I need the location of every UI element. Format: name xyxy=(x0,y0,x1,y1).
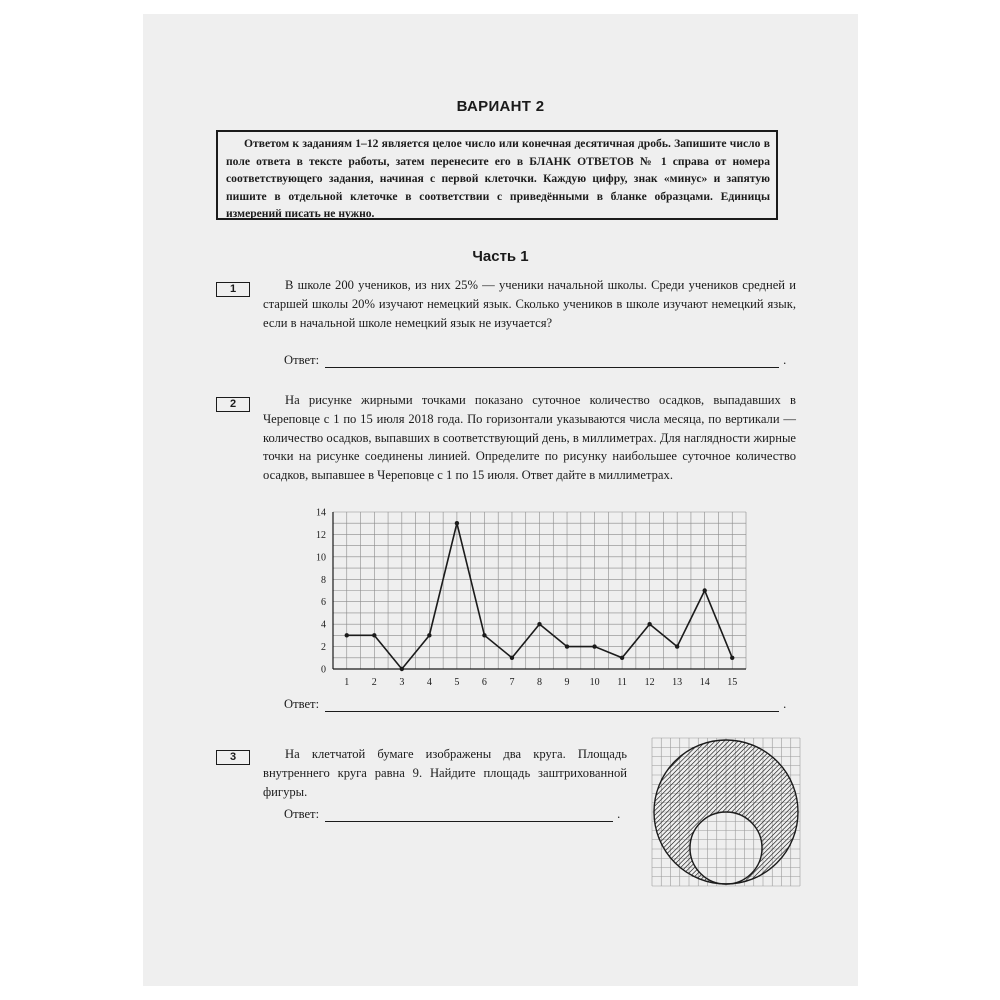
question-number-1: 1 xyxy=(216,282,250,297)
answer-field-2[interactable] xyxy=(284,696,786,712)
x-tick-label: 7 xyxy=(509,677,515,688)
x-tick-label: 3 xyxy=(399,677,405,688)
x-tick-label: 10 xyxy=(589,677,600,688)
answer-period: . xyxy=(783,353,787,367)
answer-label: Ответ: xyxy=(284,353,320,367)
two-circles-figure xyxy=(650,736,802,888)
x-tick-label: 1 xyxy=(344,677,350,688)
question-number-2: 2 xyxy=(216,397,250,412)
answer-line[interactable] xyxy=(325,699,779,712)
data-point xyxy=(647,622,651,626)
data-point xyxy=(482,633,486,637)
data-point xyxy=(730,656,734,660)
data-point xyxy=(675,644,679,648)
x-tick-label: 13 xyxy=(672,677,683,688)
answer-field-3[interactable] xyxy=(284,806,620,822)
y-tick-label: 6 xyxy=(321,597,326,609)
y-tick-label: 2 xyxy=(321,642,326,654)
question-2-text: На рисунке жирными точками показано суточное количество осадков, выпадавших в Череповце с 1 по 15 июля 2018 года. По горизонтали указываются числа месяца, по вертикали — количество осадков, выпавших в соответствующий день, в миллиметрах. Для наглядности жирные точки на рисунке соединены линией. Определите по рисунку наибольшее суточное количество осадков, выпавшее в Череповце с 1 по 15 июля. Ответ дайте в миллиметрах. xyxy=(263,393,796,483)
x-tick-label: 15 xyxy=(727,677,738,688)
x-tick-label: 2 xyxy=(371,677,377,688)
chart-grid xyxy=(333,512,746,669)
instructions-box: Ответом к заданиям 1–12 является целое число или конечная десятичная дробь. Запишите число в поле ответа в тексте работы, затем перенесите его в БЛАНК ОТВЕТОВ № 1 справа от номера соответствующего задания, начиная с первой клеточки. Каждую цифру, знак «минус» и запятую пишите в отдельной клеточке в соответствии с приведёнными в бланке образцами. Единицы измерений писать не нужно. xyxy=(216,130,778,220)
data-point xyxy=(455,521,459,525)
x-tick-label: 4 xyxy=(426,677,432,688)
answer-line[interactable] xyxy=(325,355,779,368)
answer-field-1[interactable] xyxy=(284,352,786,368)
y-tick-label: 14 xyxy=(316,507,326,519)
y-tick-label: 10 xyxy=(316,552,326,564)
x-tick-label: 6 xyxy=(481,677,487,688)
answer-period: . xyxy=(783,697,787,711)
part-title: Часть 1 xyxy=(472,248,529,265)
data-point xyxy=(510,656,514,660)
precipitation-chart xyxy=(303,502,763,694)
x-tick-label: 5 xyxy=(454,677,460,688)
worksheet-page xyxy=(143,14,858,986)
data-point xyxy=(592,644,596,648)
question-3-text: На клетчатой бумаге изображены два круга. Площадь внутреннего круга равна 9. Найдите площадь заштрихованной фигуры. xyxy=(263,747,627,799)
y-tick-label: 12 xyxy=(316,529,326,541)
x-tick-label: 11 xyxy=(617,677,627,688)
chart-x-tick-labels xyxy=(344,677,737,688)
answer-label: Ответ: xyxy=(284,697,320,711)
data-point xyxy=(703,588,707,592)
question-number-3: 3 xyxy=(216,750,250,765)
x-tick-label: 9 xyxy=(564,677,570,688)
answer-label: Ответ: xyxy=(284,807,320,821)
data-point xyxy=(537,622,541,626)
data-point xyxy=(400,667,404,671)
y-tick-label: 8 xyxy=(321,574,326,586)
data-point xyxy=(565,644,569,648)
y-tick-label: 4 xyxy=(321,619,326,631)
answer-period: . xyxy=(617,807,621,821)
x-tick-label: 12 xyxy=(644,677,655,688)
chart-y-tick-labels xyxy=(316,508,326,676)
data-point xyxy=(427,633,431,637)
data-point xyxy=(345,633,349,637)
variant-title: ВАРИАНТ 2 xyxy=(456,98,545,115)
y-tick-label: 0 xyxy=(321,664,326,676)
question-1-text: В школе 200 учеников, из них 25% — ученики начальной школы. Среди учеников средней и старшей школы 20% изучают немецкий язык. Сколько учеников в школе изучают немецкий язык, если в начальной школе немецкий язык не изучается? xyxy=(263,278,796,330)
data-point xyxy=(620,656,624,660)
x-tick-label: 8 xyxy=(537,677,542,688)
x-tick-label: 14 xyxy=(699,677,710,688)
data-point xyxy=(372,633,376,637)
answer-line[interactable] xyxy=(325,809,613,822)
